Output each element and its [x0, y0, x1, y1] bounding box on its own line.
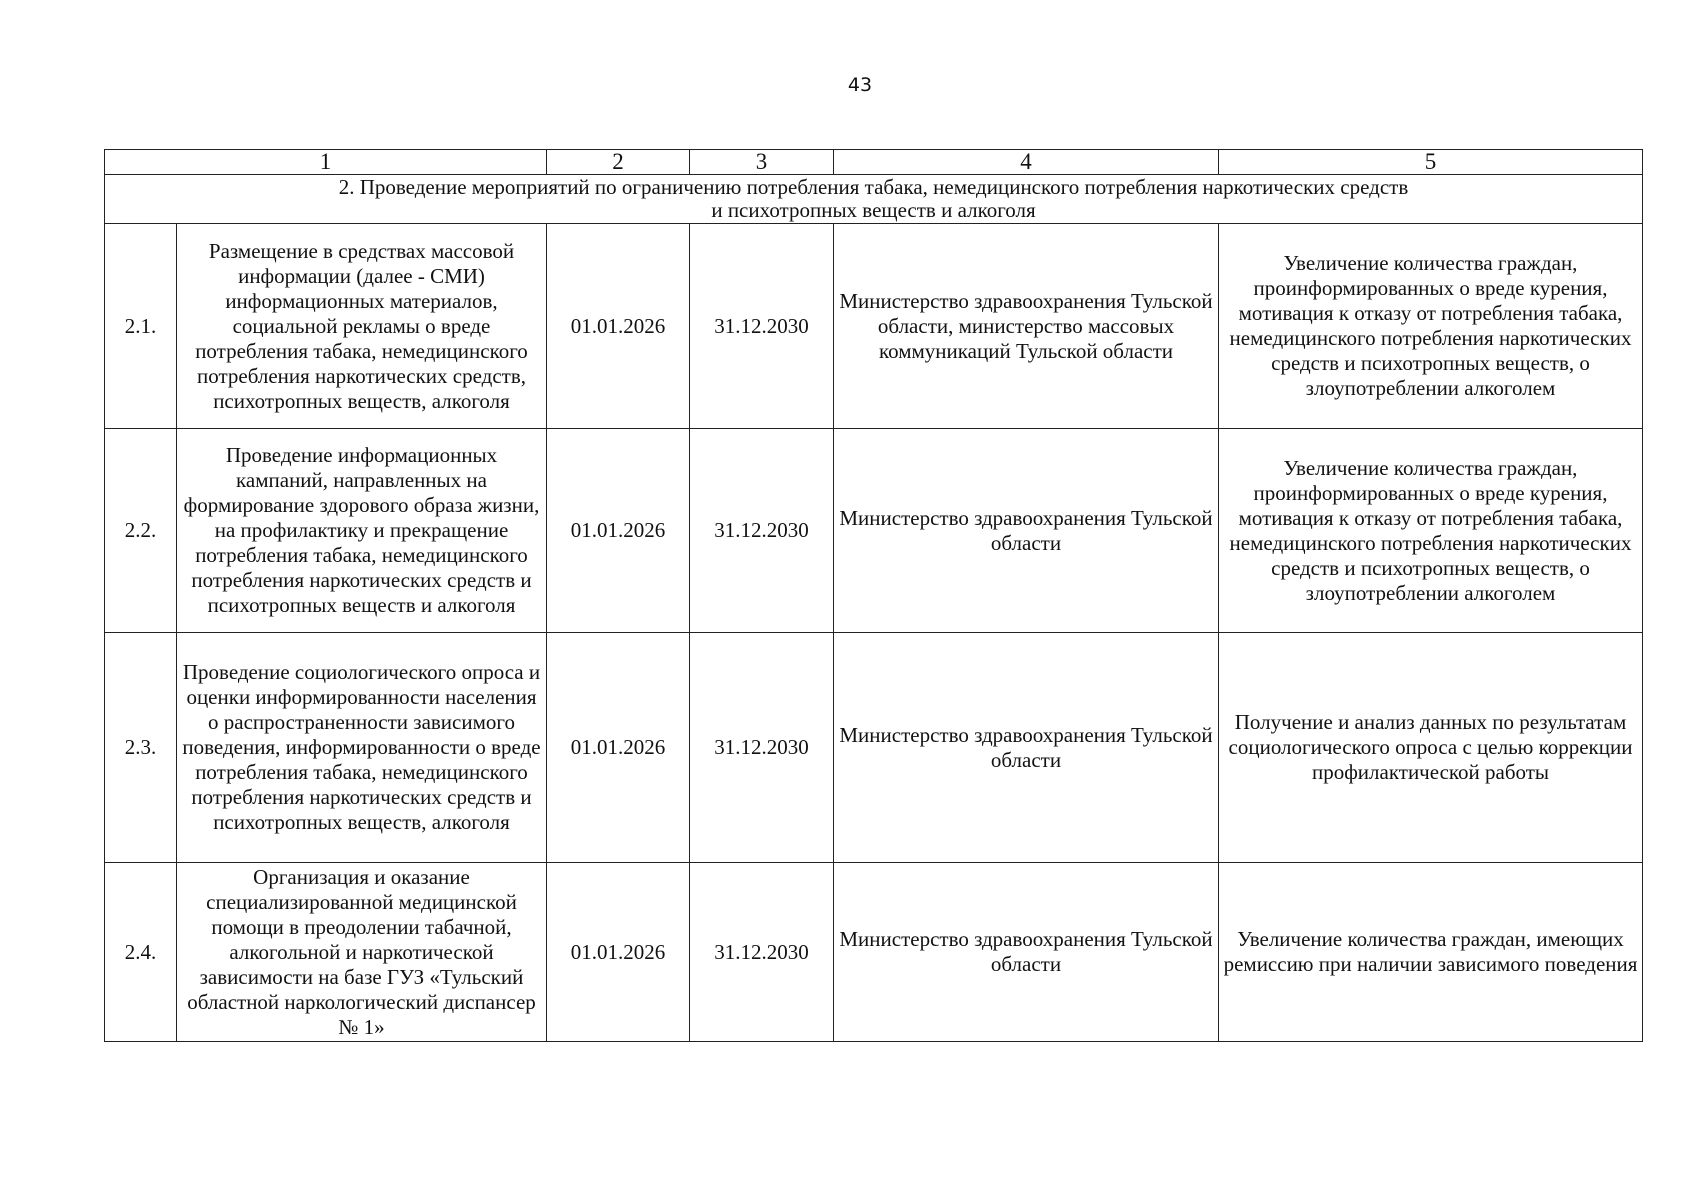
activity-cell: Организация и оказание специализированной медицинской помощи в преодолении табачной, алкогольной и наркотической зависимости на базе ГУЗ «Тульский областной наркологический диспансер № 1» — [177, 863, 547, 1042]
row-number: 2.4. — [105, 863, 177, 1042]
column-number-1: 1 — [105, 150, 547, 175]
column-number-3: 3 — [690, 150, 834, 175]
start-date-cell: 01.01.2026 — [547, 224, 690, 429]
column-number-5: 5 — [1219, 150, 1643, 175]
row-number: 2.2. — [105, 429, 177, 633]
table-row — [105, 863, 1643, 1042]
column-number-row — [105, 150, 1643, 175]
end-date-cell: 31.12.2030 — [690, 633, 834, 863]
executor-cell: Министерство здравоохранения Тульской области — [834, 429, 1219, 633]
activity-cell: Размещение в средствах массовой информации (далее - СМИ) информационных материалов, социальной рекламы о вреде потребления табака, немедицинского потребления наркотических средств, психотропных веществ, алкоголя — [177, 224, 547, 429]
end-date-cell: 31.12.2030 — [690, 224, 834, 429]
section-heading — [105, 175, 1643, 224]
row-number: 2.3. — [105, 633, 177, 863]
table-row — [105, 224, 1643, 429]
row-number: 2.1. — [105, 224, 177, 429]
table-row — [105, 429, 1643, 633]
section-heading-line-1: 2. Проведение мероприятий по ограничению потребления табака, немедицинского потребления наркотических средств — [338, 175, 1409, 199]
result-cell: Увеличение количества граждан, имеющих ремиссию при наличии зависимого поведения — [1219, 863, 1643, 1042]
executor-cell: Министерство здравоохранения Тульской области — [834, 633, 1219, 863]
executor-cell: Министерство здравоохранения Тульской области, министерство массовых коммуникаций Тульской области — [834, 224, 1219, 429]
section-heading-line-2: и психотропных веществ и алкоголя — [711, 198, 1036, 222]
page-number: 43 — [847, 74, 873, 96]
result-cell: Получение и анализ данных по результатам социологического опроса с целью коррекции профилактической работы — [1219, 633, 1643, 863]
start-date-cell: 01.01.2026 — [547, 863, 690, 1042]
end-date-cell: 31.12.2030 — [690, 863, 834, 1042]
table-row — [105, 633, 1643, 863]
start-date-cell: 01.01.2026 — [547, 633, 690, 863]
activity-cell: Проведение социологического опроса и оценки информированности населения о распространенности зависимого поведения, информированности о вреде потребления табака, немедицинского потребления наркотических средств и психотропных веществ, алкоголя — [177, 633, 547, 863]
column-number-2: 2 — [547, 150, 690, 175]
activity-cell: Проведение информационных кампаний, направленных на формирование здорового образа жизни, на профилактику и прекращение потребления табака, немедицинского потребления наркотических средств и психотропных веществ и алкоголя — [177, 429, 547, 633]
start-date-cell: 01.01.2026 — [547, 429, 690, 633]
section-heading-row — [105, 175, 1643, 224]
executor-cell: Министерство здравоохранения Тульской области — [834, 863, 1219, 1042]
column-number-4: 4 — [834, 150, 1219, 175]
end-date-cell: 31.12.2030 — [690, 429, 834, 633]
result-cell: Увеличение количества граждан, проинформированных о вреде курения, мотивация к отказу от потребления табака, немедицинского потребления наркотических средств и психотропных веществ, о злоупотреблении алкоголем — [1219, 224, 1643, 429]
result-cell: Увеличение количества граждан, проинформированных о вреде курения, мотивация к отказу от потребления табака, немедицинского потребления наркотических средств и психотропных веществ, о злоупотреблении алкоголем — [1219, 429, 1643, 633]
activities-table — [104, 149, 1643, 1042]
